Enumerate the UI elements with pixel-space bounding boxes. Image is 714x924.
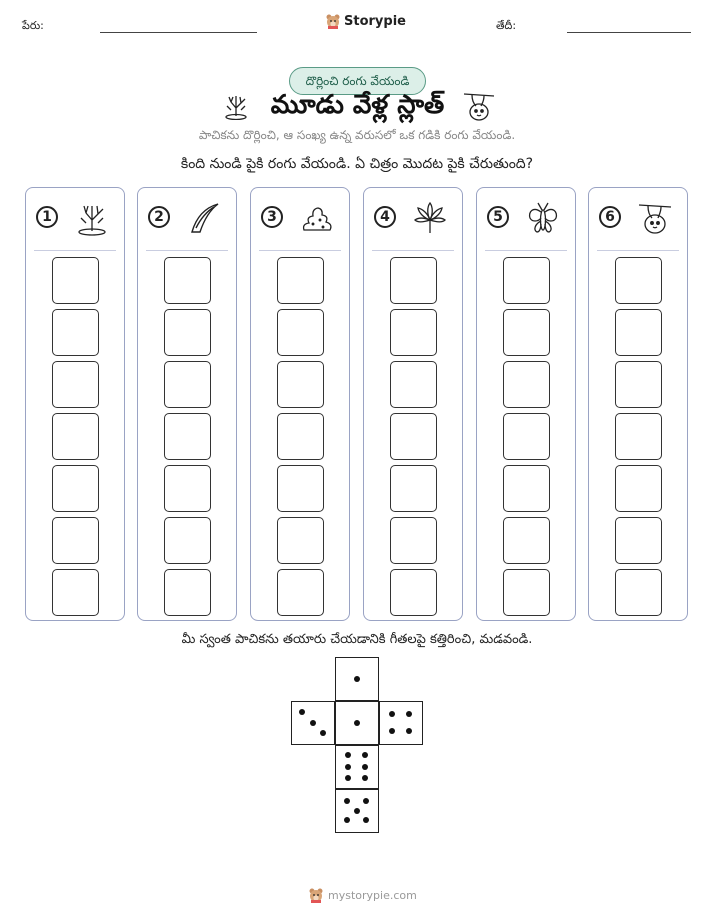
activity-pill: దొర్లించి రంగు వేయండి — [289, 67, 426, 95]
die-pip — [362, 775, 368, 781]
die-face-5 — [335, 789, 379, 833]
column-2 — [137, 187, 237, 621]
name-label: పేరు: — [22, 19, 44, 32]
brand-name: Storypie — [344, 13, 406, 29]
color-cell[interactable] — [277, 257, 324, 304]
die-pip — [310, 720, 316, 726]
page-subtitle: పాచికను దొర్లించి, ఆ సంఖ్య ఉన్న వరుసలో ఒక గడికి రంగు వేయండి. — [198, 128, 516, 142]
column-header — [26, 200, 124, 240]
color-cell[interactable] — [390, 569, 437, 616]
color-cell[interactable] — [503, 309, 550, 356]
die-face-4 — [379, 701, 423, 745]
die-pip — [354, 676, 360, 682]
sloth-icon — [462, 90, 496, 124]
color-cell[interactable] — [615, 309, 662, 356]
page-title: మూడు వేళ్ల స్లాత్ — [270, 90, 445, 120]
leaf-icon — [412, 200, 448, 236]
color-cell[interactable] — [615, 413, 662, 460]
color-cell[interactable] — [164, 361, 211, 408]
column-3 — [250, 187, 350, 621]
color-cell[interactable] — [277, 569, 324, 616]
color-cell[interactable] — [390, 309, 437, 356]
footer-url[interactable]: mystorypie.com — [328, 888, 417, 902]
dice-instruction: మీ స్వంత పాచికను తయారు చేయడానికి గీతలపై కత్తిరించి, మడవండి. — [181, 632, 533, 647]
color-cell[interactable] — [52, 569, 99, 616]
date-label: తేదీ: — [496, 19, 517, 32]
column-divider — [372, 250, 454, 251]
column-number: 3 — [261, 206, 283, 228]
die-face-3 — [291, 701, 335, 745]
poop-icon — [299, 200, 335, 236]
color-cell[interactable] — [503, 569, 550, 616]
date-field-line[interactable] — [567, 32, 691, 33]
column-number: 1 — [36, 206, 58, 228]
die-pip — [389, 711, 395, 717]
column-divider — [597, 250, 679, 251]
storypie-logo — [325, 13, 406, 29]
color-cell[interactable] — [277, 309, 324, 356]
column-number: 4 — [374, 206, 396, 228]
sloth-icon — [637, 200, 673, 236]
die-pip — [344, 798, 350, 804]
column-1 — [25, 187, 125, 621]
die-face-1 — [335, 701, 379, 745]
die-pip — [354, 808, 360, 814]
bear-logo-icon — [325, 13, 341, 29]
color-cell[interactable] — [615, 569, 662, 616]
color-cell[interactable] — [52, 413, 99, 460]
die-pip — [345, 775, 351, 781]
color-cell[interactable] — [277, 465, 324, 512]
column-header — [251, 200, 349, 240]
color-cell[interactable] — [390, 257, 437, 304]
game-instruction: కింది నుండి పైకి రంగు వేయండి. ఏ చిత్రం మొదట పైకి చేరుతుంది? — [180, 156, 534, 172]
color-cell[interactable] — [164, 413, 211, 460]
claw-icon — [186, 200, 222, 236]
column-4 — [363, 187, 463, 621]
die-pip — [389, 728, 395, 734]
die-pip — [344, 817, 350, 823]
color-cell[interactable] — [164, 465, 211, 512]
die-pip — [299, 709, 305, 715]
color-cell[interactable] — [164, 309, 211, 356]
column-number: 2 — [148, 206, 170, 228]
color-cell[interactable] — [503, 257, 550, 304]
column-number: 6 — [599, 206, 621, 228]
color-cell[interactable] — [615, 517, 662, 564]
column-header — [589, 200, 687, 240]
column-divider — [485, 250, 567, 251]
die-pip — [362, 752, 368, 758]
color-cell[interactable] — [164, 517, 211, 564]
die-face-6 — [335, 745, 379, 789]
die-pip — [406, 728, 412, 734]
die-pip — [363, 817, 369, 823]
name-field-line[interactable] — [100, 32, 257, 33]
column-header — [477, 200, 575, 240]
color-cell[interactable] — [390, 465, 437, 512]
color-cell[interactable] — [615, 257, 662, 304]
die-pip — [345, 752, 351, 758]
color-cell[interactable] — [277, 517, 324, 564]
color-cell[interactable] — [52, 257, 99, 304]
color-cell[interactable] — [615, 465, 662, 512]
column-header — [138, 200, 236, 240]
color-cell[interactable] — [52, 465, 99, 512]
color-cell[interactable] — [52, 309, 99, 356]
color-cell[interactable] — [277, 361, 324, 408]
column-divider — [146, 250, 228, 251]
die-pip — [363, 798, 369, 804]
die-pip — [406, 711, 412, 717]
column-5 — [476, 187, 576, 621]
coral-icon — [74, 200, 110, 236]
column-6 — [588, 187, 688, 621]
color-cell[interactable] — [390, 413, 437, 460]
color-cell[interactable] — [52, 361, 99, 408]
die-pip — [362, 764, 368, 770]
color-cell[interactable] — [277, 413, 324, 460]
color-cell[interactable] — [503, 361, 550, 408]
column-number: 5 — [487, 206, 509, 228]
die-pip — [354, 720, 360, 726]
footer — [308, 887, 417, 903]
color-cell[interactable] — [615, 361, 662, 408]
color-cell[interactable] — [52, 517, 99, 564]
die-face-1 — [335, 657, 379, 701]
bear-logo-icon — [308, 887, 324, 903]
color-cell[interactable] — [164, 257, 211, 304]
color-cell[interactable] — [164, 569, 211, 616]
coral-icon — [222, 92, 250, 120]
color-cell[interactable] — [390, 517, 437, 564]
color-cell[interactable] — [503, 413, 550, 460]
column-divider — [259, 250, 341, 251]
column-header — [364, 200, 462, 240]
color-cell[interactable] — [503, 465, 550, 512]
die-pip — [320, 730, 326, 736]
column-divider — [34, 250, 116, 251]
die-pip — [345, 764, 351, 770]
moth-icon — [525, 200, 561, 236]
color-cell[interactable] — [503, 517, 550, 564]
color-cell[interactable] — [390, 361, 437, 408]
